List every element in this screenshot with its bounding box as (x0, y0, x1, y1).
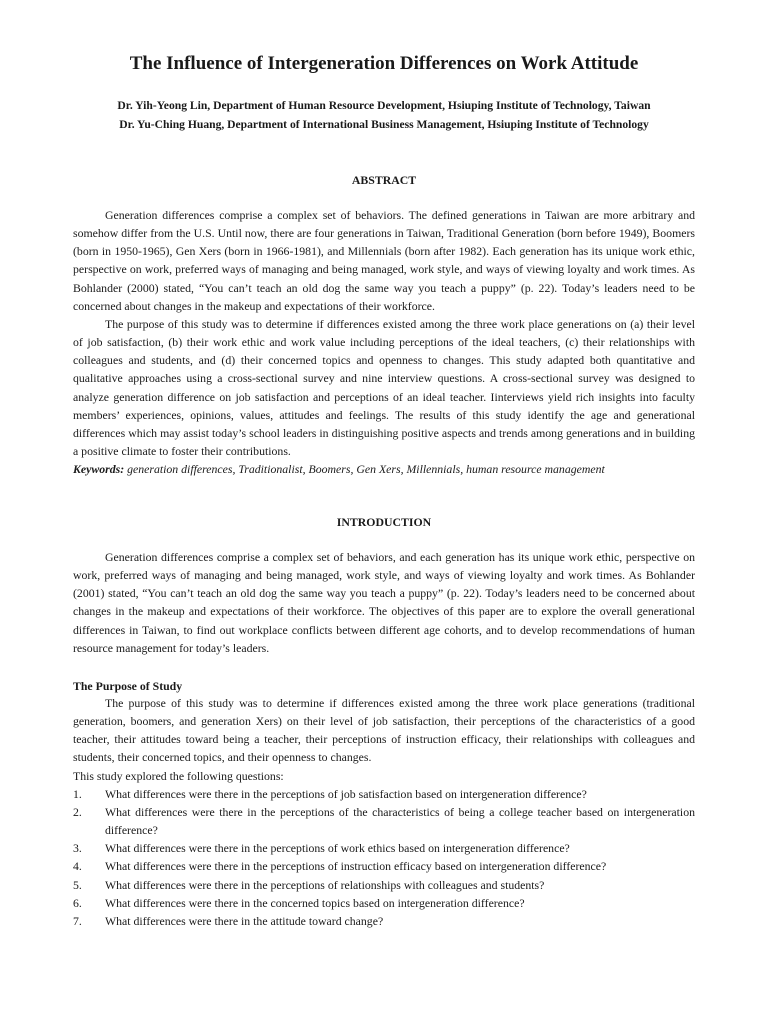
abstract-paragraph-2: The purpose of this study was to determine if differences existed among the three work place generations on (a) their level of job satisfaction, (b) their work ethic and work value including perceptions of the ideal teachers, (c) their relationships with colleagues and students, and (d) their concerned topics and openness to changes. This study adapted both quantitative and qualitative approaches using a cross-sectional survey and nine interview questions. A cross-sectional survey was designed to analyze generation difference on job satisfaction and perceptions of an ideal teacher. Iinterviews yield rich insights into faculty members’ experiences, opinions, values, attitudes and feelings. The results of this study identify the age and generational differences which may assist today’s school leaders in distinguishing positive aspects and trends among generations and in building a positive climate to foster their contributions. (73, 316, 695, 459)
keywords-text: generation differences, Traditionalist, Boomers, Gen Xers, Millennials, human resource management (127, 462, 605, 477)
questions-lead: This study explored the following questions: (73, 768, 284, 783)
research-question-item (73, 876, 695, 894)
research-question-item (73, 857, 695, 875)
introduction-paragraph-1: Generation differences comprise a complex set of behaviors, and each generation has its unique work ethic, perspective on work, preferred ways of managing and being managed, work style, and ways of viewing loyalty and work times. As Bohlander (2001) stated, “You can’t teach an old dog the same way you teach a puppy” (p. 22). Today’s leaders need to be concerned about changes in the makeup and expectations of their workforce. The objectives of this paper are to explore the overall generational differences in Taiwan, to find out workplace conflicts between different age cohorts, and to develop recommendations of human resource management for today’s leaders. (73, 550, 695, 655)
author-line-1: Dr. Yih-Yeong Lin, Department of Human Resource Development, Hsiuping Institute of Technology, Taiwan (117, 99, 651, 112)
question-text: What differences were there in the attitude toward change? (105, 913, 384, 928)
question-number: 1. (73, 786, 82, 801)
question-text: What differences were there in the perceptions of job satisfaction based on intergeneration difference? (105, 786, 587, 801)
abstract-paragraph-1: Generation differences comprise a complex set of behaviors. The defined generations in Taiwan are more arbitrary and somehow differ from the U.S. Until now, there are four generations in Taiwan, Traditional Generation (born before 1949), Boomers (born in 1950-1965), Gen Xers (born in 1966-1981), and Millennials (born after 1982). Each generation has its unique work ethic, perspective on work, preferred ways of managing and being managed, work style, and ways of viewing loyalty and work times. As Bohlander (2000) stated, “You can’t teach an old dog the same way you teach a puppy” (p. 22). Today’s leaders need to be concerned about changes in the makeup and expectations of their workforce. (73, 208, 695, 313)
author-line-2: Dr. Yu-Ching Huang, Department of International Business Management, Hsiuping Institute of Technology (119, 118, 649, 131)
question-number: 6. (73, 895, 82, 910)
purpose-body (73, 694, 695, 930)
research-question-item (73, 803, 695, 839)
question-number: 5. (73, 877, 82, 892)
research-question-item (73, 839, 695, 857)
introduction-heading: INTRODUCTION (336, 515, 432, 529)
introduction-body (73, 548, 695, 657)
question-text: What differences were there in the perceptions of work ethics based on intergeneration difference? (105, 841, 570, 856)
research-question-item (73, 912, 695, 930)
question-number: 7. (73, 913, 82, 928)
research-questions-list (73, 785, 695, 930)
question-text: What differences were there in the perceptions of instruction efficacy based on intergeneration difference? (105, 859, 607, 874)
abstract-heading: ABSTRACT (351, 173, 417, 187)
abstract-body (73, 206, 695, 478)
question-number: 2. (73, 804, 82, 819)
question-text: What differences were there in the perceptions of relationships with colleagues and students? (105, 877, 545, 892)
keywords-line (73, 460, 695, 478)
purpose-heading: The Purpose of Study (73, 679, 183, 693)
purpose-paragraph-1: The purpose of this study was to determine if differences existed among the three work place generations (traditional generation, boomers, and generation Xers) on their level of job satisfaction, their perceptions of the characteristics of a good teacher, their attitudes toward being a teacher, their perceptions of instruction efficacy, their relationships with colleagues and students, their concerned topics, and their openness to changes. (73, 696, 695, 765)
question-number: 3. (73, 841, 82, 856)
keywords-label: Keywords: (73, 462, 125, 477)
question-text: What differences were there in the concerned topics based on intergeneration difference? (105, 895, 525, 910)
author-block (0, 96, 768, 134)
research-question-item (73, 785, 695, 803)
question-text: What differences were there in the perceptions of the characteristics of being a college teacher based on intergeneration difference? (105, 804, 695, 838)
question-number: 4. (73, 859, 82, 874)
paper-title: The Influence of Intergeneration Differences on Work Attitude (129, 53, 639, 74)
research-question-item (73, 894, 695, 912)
